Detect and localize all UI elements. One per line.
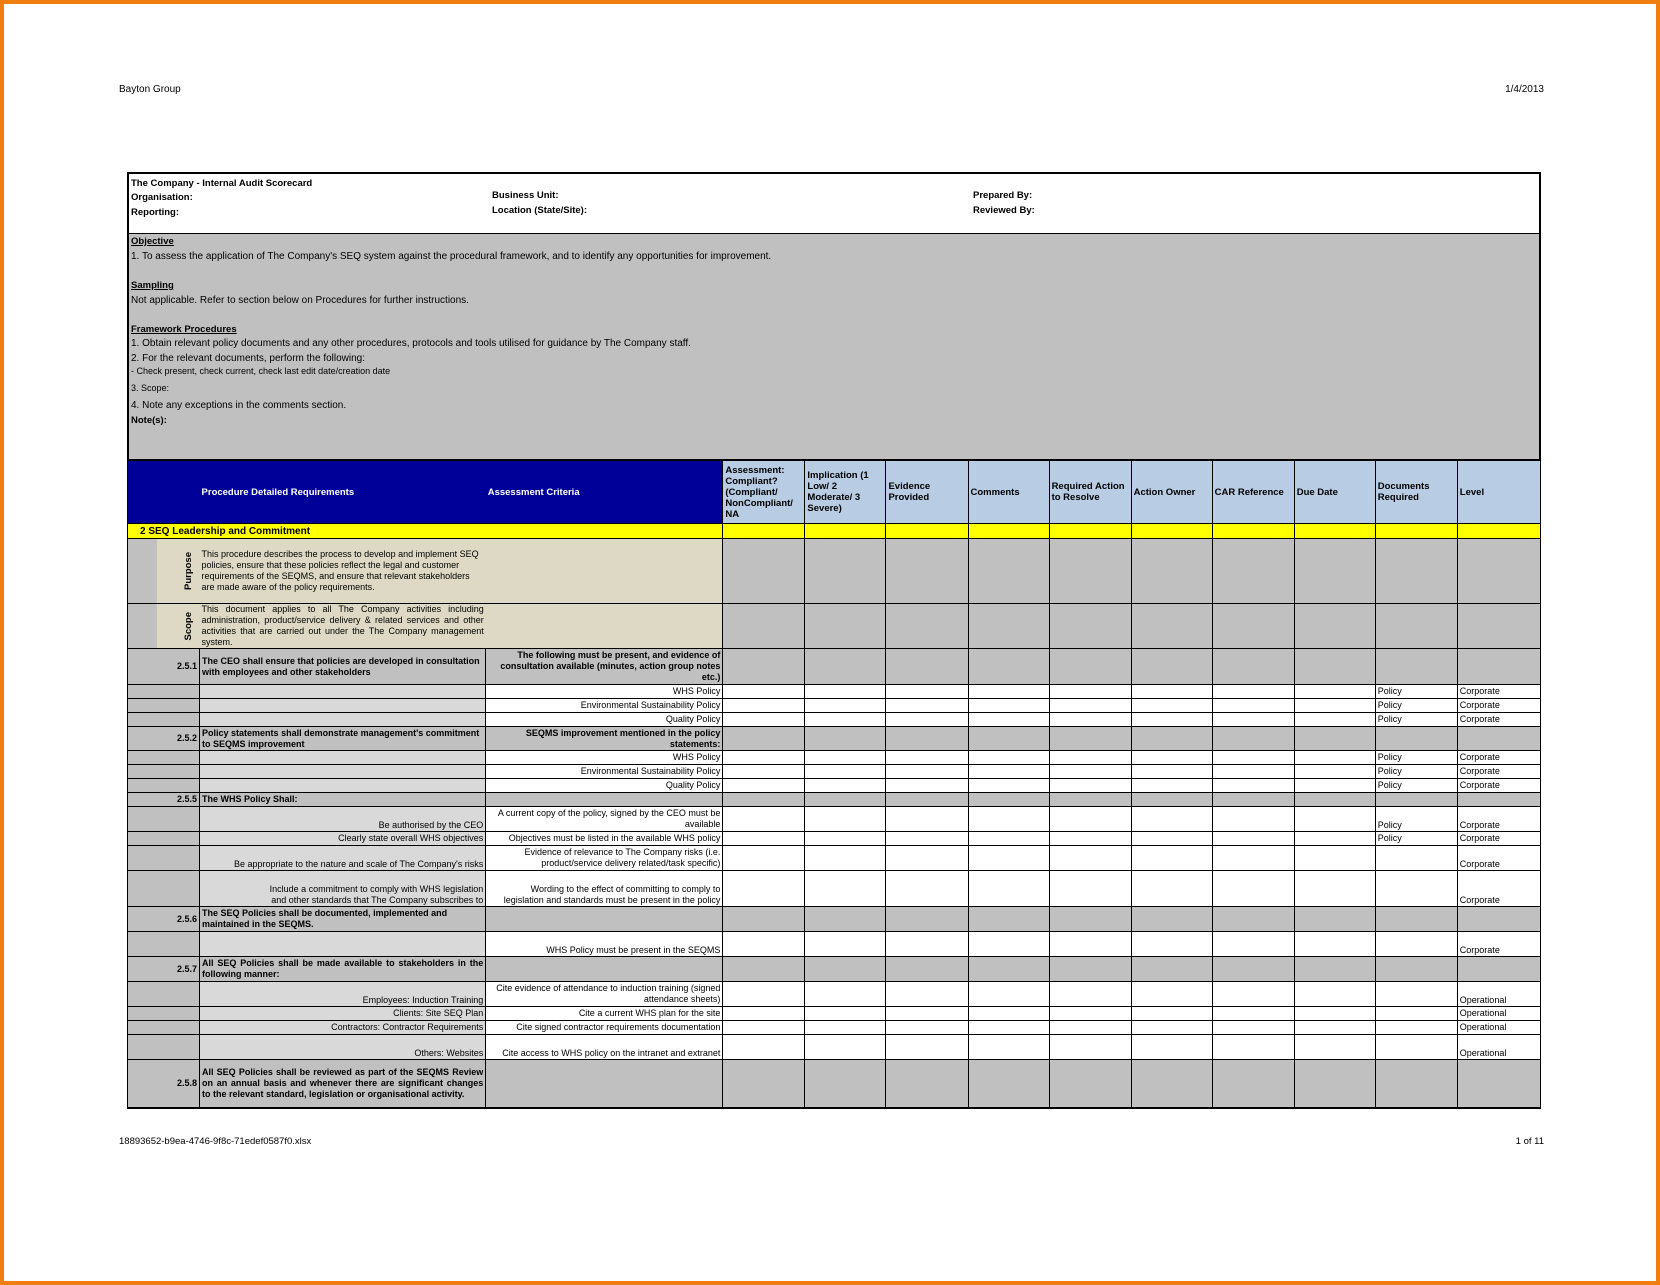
table-row: Be appropriate to the nature and scale of The Company's risks Evidence of relevance to The Company risks (i.e. product/service delivery related/task specific) Corporate: [128, 846, 1541, 871]
col-action-owner: Action Owner: [1131, 461, 1212, 524]
framework-step-3: 3. Scope:: [131, 383, 170, 393]
audit-sheet: [127, 172, 1541, 1109]
table-row: WHS Policy Policy Corporate: [128, 685, 1541, 699]
framework-step-2: 2. For the relevant documents, perform the following:: [131, 353, 366, 364]
scope-label: Scope: [182, 611, 194, 641]
page-header-left: Bayton Group: [119, 84, 181, 95]
objective-heading: Objective: [131, 236, 174, 247]
requirement-row-2-5-7: [128, 957, 1541, 982]
purpose-text: This procedure describes the process to develop and implement SEQ policies, ensure that these policies reflect the legal and customer requirements of the SEQMS, and ensure that relevant stakeholders are made aware of the policy requirements.: [200, 539, 486, 604]
column-header-row: [128, 461, 1541, 524]
req-number: 2.5.1: [157, 649, 200, 685]
table-row: Quality Policy Policy Corporate: [128, 713, 1541, 727]
req-text: The CEO shall ensure that policies are developed in consultation with employees and other stakeholders: [200, 649, 486, 685]
sampling-heading: Sampling: [131, 280, 174, 291]
prepared-by-label: Prepared By:: [973, 190, 1033, 201]
req-number: 2.5.5: [157, 793, 200, 807]
col-documents-required: Documents Required: [1375, 461, 1457, 524]
notes-label: Note(s):: [131, 415, 167, 426]
table-row: Employees: Induction Training Cite evidence of attendance to induction training (signed attendance sheets) Operational: [128, 982, 1541, 1007]
table-row: Quality Policy Policy Corporate: [128, 779, 1541, 793]
col-comments: Comments: [968, 461, 1049, 524]
framework-heading: Framework Procedures: [131, 324, 237, 335]
table-row: Include a commitment to comply with WHS legislation and other standards that The Company subscribes to Wording to the effect of committing to comply to legislation and standards must be present in the policy Corporate: [128, 871, 1541, 907]
page-header-date: 1/4/2013: [1505, 84, 1544, 95]
col-due-date: Due Date: [1294, 461, 1375, 524]
requirement-row-2-5-1: [128, 649, 1541, 685]
table-row: Clients: Site SEQ Plan Cite a current WHS plan for the site Operational: [128, 1007, 1541, 1021]
table-row: WHS Policy must be present in the SEQMS Corporate: [128, 932, 1541, 957]
framework-step-4: 4. Note any exceptions in the comments section.: [131, 400, 347, 411]
table-row: Contractors: Contractor Requirements Cite signed contractor requirements documentation Operational: [128, 1021, 1541, 1035]
section-title-row: [128, 524, 1541, 539]
req-text: Policy statements shall demonstrate management's commitment to SEQMS improvement: [200, 727, 486, 751]
col-evidence: Evidence Provided: [886, 461, 968, 524]
requirements-table: [127, 460, 1541, 1109]
requirement-row-2-5-8: [128, 1060, 1541, 1108]
location-label: Location (State/Site):: [492, 205, 588, 216]
requirement-row-2-5-2: [128, 727, 1541, 751]
req-criteria: SEQMS improvement mentioned in the policy statements:: [486, 727, 723, 751]
req-text: All SEQ Policies shall be made available to stakeholders in the following manner:: [200, 957, 486, 982]
section-title: 2 SEQ Leadership and Commitment: [128, 524, 723, 539]
objective-text: 1. To assess the application of The Company's SEQ system against the procedural framework, and to identify any opportunities for improvement.: [131, 251, 772, 262]
framework-step-2-sub: - Check present, check current, check last edit date/creation date: [131, 366, 391, 376]
reviewed-by-label: Reviewed By:: [973, 205, 1035, 216]
info-box: [127, 172, 1541, 234]
table-row: Clearly state overall WHS objectives Objectives must be listed in the available WHS policy Policy Corporate: [128, 832, 1541, 846]
col-required-action: Required Action to Resolve: [1049, 461, 1131, 524]
scorecard-title: The Company - Internal Audit Scorecard: [131, 178, 313, 189]
requirement-row-2-5-6: [128, 907, 1541, 932]
page-footer-filename: 18893652-b9ea-4746-9f8c-71edef0587f0.xlsx: [119, 1136, 312, 1147]
purpose-row: [128, 539, 1541, 604]
req-number: 2.5.6: [157, 907, 200, 932]
page-footer-page-number: 1 of 11: [1515, 1136, 1544, 1147]
scope-row: [128, 604, 1541, 649]
req-number: 2.5.8: [157, 1060, 200, 1108]
framework-step-1: 1. Obtain relevant policy documents and any other procedures, protocols and tools utilised for guidance by The Company staff.: [131, 338, 691, 349]
business-unit-label: Business Unit:: [492, 190, 559, 201]
sampling-text: Not applicable. Refer to section below on Procedures for further instructions.: [131, 295, 469, 306]
col-assessment: Assessment: Compliant? (Compliant/ NonCompliant/ NA: [723, 461, 805, 524]
scope-text: This document applies to all The Company activities including administration, product/service delivery & related services and other activities that are carried out under the The Company management system.: [201, 604, 484, 647]
req-number: 2.5.2: [157, 727, 200, 751]
req-text: The SEQ Policies shall be documented, implemented and maintained in the SEQMS.: [200, 907, 486, 932]
req-criteria: The following must be present, and evidence of consultation available (minutes, action group notes etc.): [486, 649, 723, 685]
col-requirements: Procedure Detailed Requirements: [200, 461, 486, 524]
req-number: 2.5.7: [157, 957, 200, 982]
col-implication: Implication (1 Low/ 2 Moderate/ 3 Severe): [805, 461, 886, 524]
col-criteria: Assessment Criteria: [486, 461, 723, 524]
table-row: Environmental Sustainability Policy Policy Corporate: [128, 699, 1541, 713]
purpose-label: Purpose: [182, 551, 194, 590]
req-text: The WHS Policy Shall:: [200, 793, 486, 807]
col-level: Level: [1457, 461, 1540, 524]
table-row: WHS Policy Policy Corporate: [128, 751, 1541, 765]
header-spacer: [128, 461, 200, 524]
organisation-label: Organisation:: [131, 192, 193, 203]
req-text: All SEQ Policies shall be reviewed as part of the SEQMS Review on an annual basis and whenever there are significant changes to the relevant standard, legislation or organisational activity.: [200, 1060, 486, 1108]
reporting-label: Reporting:: [131, 207, 180, 218]
requirement-row-2-5-5: [128, 793, 1541, 807]
table-row: Be authorised by the CEO A current copy of the policy, signed by the CEO must be available Policy Corporate: [128, 807, 1541, 832]
col-car-reference: CAR Reference: [1212, 461, 1294, 524]
table-row: Others: Websites Cite access to WHS policy on the intranet and extranet Operational: [128, 1035, 1541, 1060]
table-row: Environmental Sustainability Policy Policy Corporate: [128, 765, 1541, 779]
objective-section: [127, 234, 1541, 460]
